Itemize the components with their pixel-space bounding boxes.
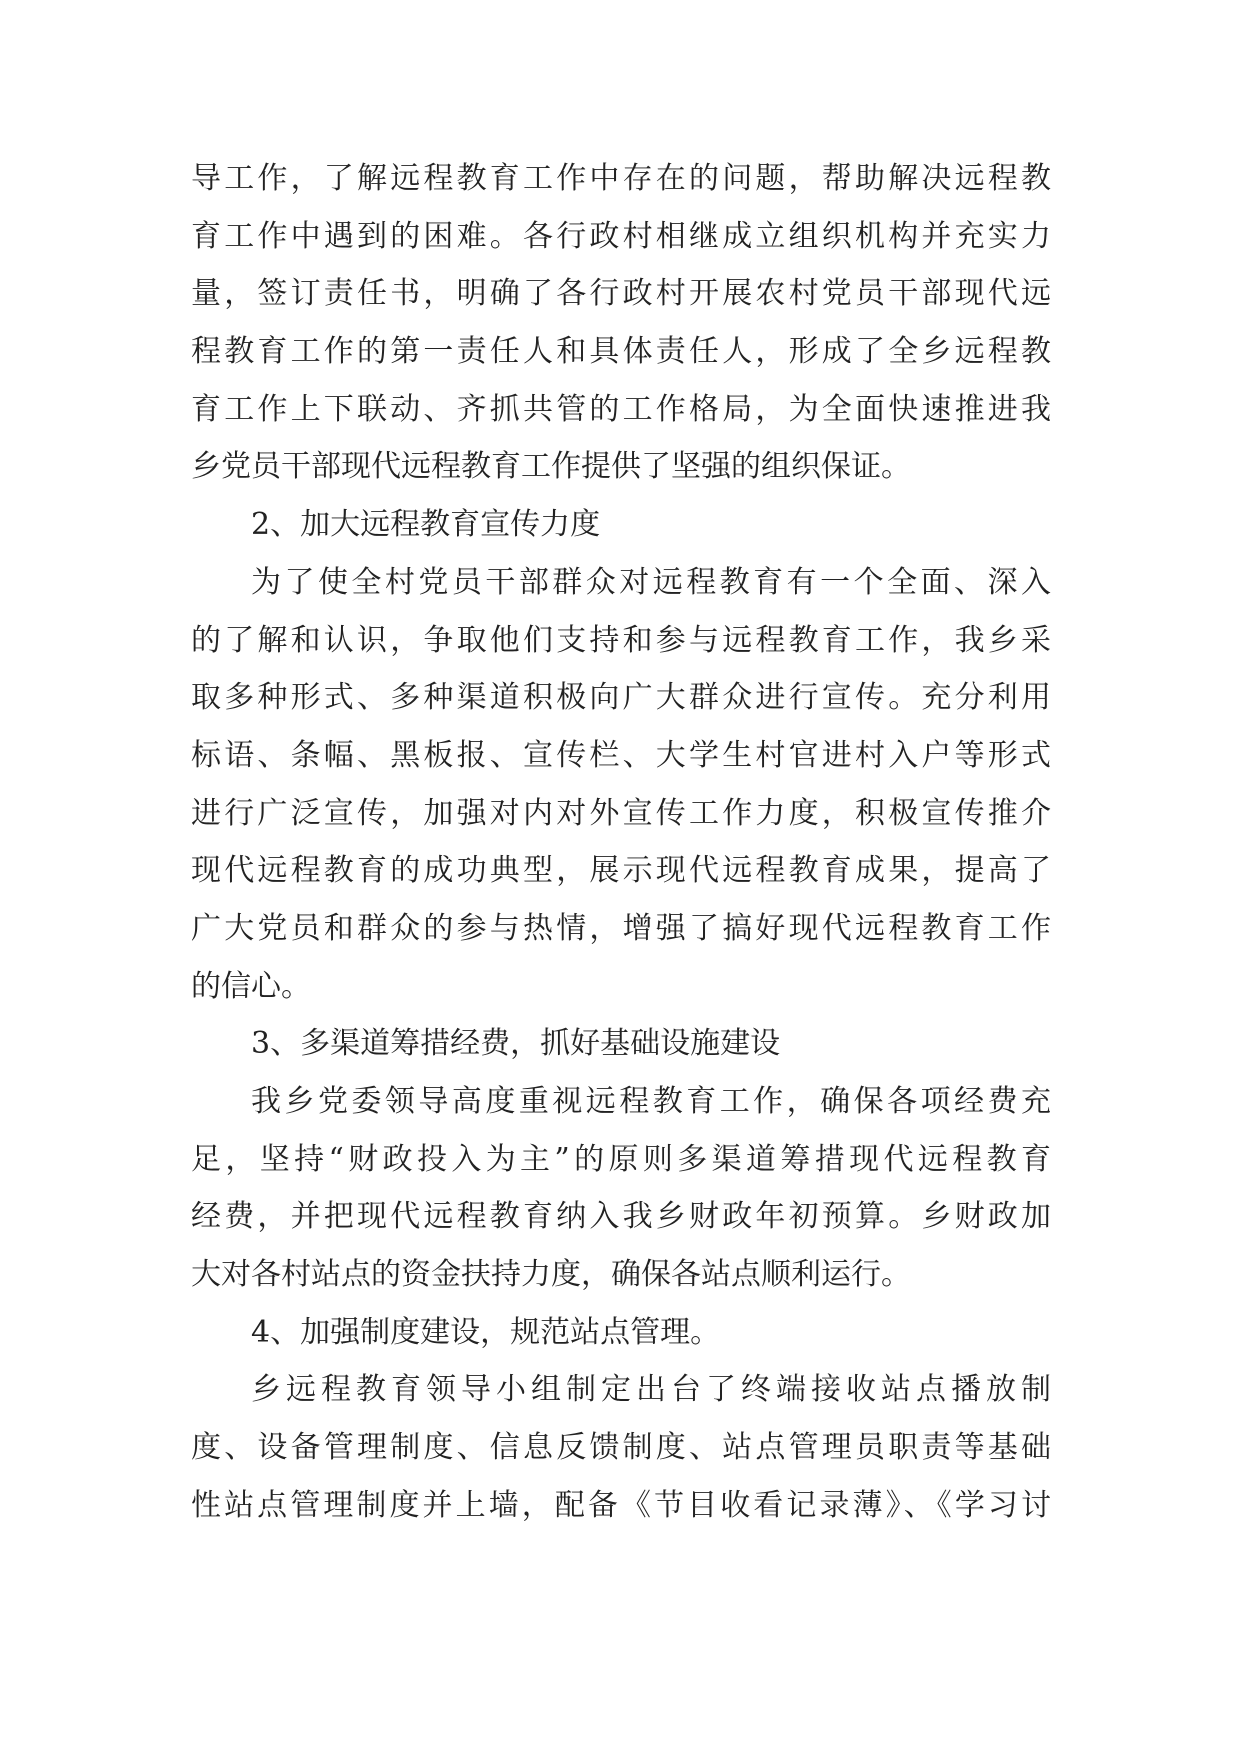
text-line: 2、加大远程教育宣传力度 bbox=[251, 507, 601, 543]
text-line: 育工作上下联动、齐抓共管的工作格局，为全面快速推进我 bbox=[191, 391, 1051, 427]
text-line: 为了使全村党员干部群众对远程教育有一个全面、深入 bbox=[251, 564, 1051, 600]
text-line: 3、多渠道筹措经费，抓好基础设施建设 bbox=[251, 1026, 781, 1062]
text-line: 度、设备管理制度、信息反馈制度、站点管理员职责等基础 bbox=[191, 1430, 1051, 1466]
text-line: 导工作，了解远程教育工作中存在的问题，帮助解决远程教 bbox=[191, 161, 1051, 196]
text-line: 广大党员和群众的参与热情，增强了搞好现代远程教育工作 bbox=[191, 910, 1051, 946]
text-line: 取多种形式、多种渠道积极向广大群众进行宣传。充分利用 bbox=[191, 680, 1051, 716]
text-line: 标语、条幅、黑板报、宣传栏、大学生村官进村入户等形式 bbox=[191, 737, 1051, 773]
text-line: 足，坚持“财政投入为主”的原则多渠道筹措现代远程教育 bbox=[191, 1141, 1051, 1177]
text-line: 性站点管理制度并上墙，配备《节目收看记录薄》、《学习讨 bbox=[191, 1487, 1051, 1523]
text-line: 我乡党委领导高度重视远程教育工作，确保各项经费充 bbox=[251, 1084, 1051, 1119]
text-line: 大对各村站点的资金扶持力度，确保各站点顺利运行。 bbox=[191, 1257, 911, 1293]
text-line: 乡远程教育领导小组制定出台了终端接收站点播放制 bbox=[251, 1372, 1051, 1408]
text-line: 程教育工作的第一责任人和具体责任人，形成了全乡远程教 bbox=[191, 334, 1051, 370]
text-line: 量，签订责任书，明确了各行政村开展农村党员干部现代远 bbox=[191, 276, 1051, 312]
text-line: 育工作中遇到的困难。各行政村相继成立组织机构并充实力 bbox=[191, 218, 1051, 254]
text-line: 的信心。 bbox=[191, 968, 311, 1004]
text-line: 乡党员干部现代远程教育工作提供了坚强的组织保证。 bbox=[191, 449, 911, 485]
body-text bbox=[191, 150, 1051, 1535]
text-line: 进行广泛宣传，加强对内对外宣传工作力度，积极宣传推介 bbox=[191, 795, 1051, 831]
text-line: 现代远程教育的成功典型，展示现代远程教育成果，提高了 bbox=[191, 853, 1051, 889]
text-line: 的了解和认识，争取他们支持和参与远程教育工作，我乡采 bbox=[191, 622, 1051, 658]
text-line: 经费，并把现代远程教育纳入我乡财政年初预算。乡财政加 bbox=[191, 1199, 1051, 1235]
text-line: 4、加强制度建设，规范站点管理。 bbox=[251, 1314, 721, 1350]
